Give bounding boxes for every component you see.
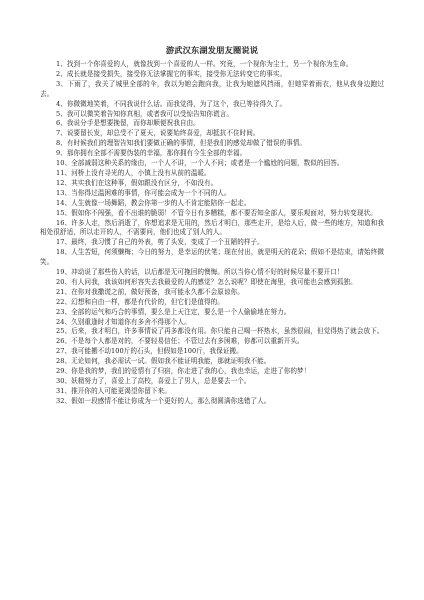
list-item: 21、在你对我撒谎之前，做好预备，我可能永久都不会原谅你。	[56, 287, 244, 296]
list-item: 9、那你拥有全部不需要伪装的幸福，那你拥有今生全部的幸福。	[56, 149, 247, 158]
list-item: 11、河桥上没有寻光的人，小镇上没有从前的温暖。	[56, 168, 211, 177]
list-item: 5、我可以微笑着告知你真相，或者我可以受惊告知你谎言。	[56, 109, 233, 118]
list-item: 15、假如你不闯强，看不出谁的脆弱！不管今日有多糟糕，都不要否知全部人，要乐观面对，努力转变现状。	[56, 208, 377, 217]
list-item: 18、人生苦短，何须懒梅；今日的努力，是幸运的伏笔；现在付出，就是明天的花朵；假如不是结束，请始终微笑。	[40, 248, 384, 267]
list-item: 32、假如一段感情不能让你成为一个更好的人，那么彻圆满你选错了人。	[56, 396, 271, 405]
list-item: 30、妖精努力了，喜爱上了高校，喜爱上了男人，总是要去一个。	[56, 377, 251, 385]
list-item: 7、说要留长发，却总受不了夏天，说要始终喜爱，却抵抗不住时间。	[56, 129, 260, 138]
list-item: 1、找到一个你喜爱的人，就像找到一个喜爱的人一样。究竟，一个视你为尘土，另一个视你为生命。	[56, 60, 353, 68]
list-item: 25、后来，我才明白，许多事情说了再多都没有用。你只能自己喝一杯热水，虽然很闹，但觉得热了就会放下。	[56, 327, 384, 336]
list-item: 3、下雨了，我关了城里全部的伞，我以为她会跑向我，让我为她遮风挡雨，但她穿着雨衣，他从我身边跑过去。	[40, 79, 384, 98]
list-item: 22、幻想和自由一样，都是有代价的，但它们是值得的。	[56, 297, 224, 306]
list-item: 20、有人问我，我该如何形容失去我最爱的人的感觉？怎么说呢？即使在海里，我可能也会感到孤独。	[56, 277, 357, 286]
list-item: 2、成长就是接受损失，接受你无法掌握它的事实，接受你无法转变它的事实。	[56, 69, 287, 78]
list-item: 12、其实我们在这种事，假如跟没有区分，不如没有。	[56, 178, 218, 187]
list-item: 28、无论如何，我必需试一试。假如我不能证明我能，那就证明我不能。	[56, 357, 271, 366]
list-item: 29、你是我的梦，我们的爱情有了归宿，你走进了我的心，我也幸运，走进了你的梦！	[56, 367, 311, 376]
list-item: 27、我可能搬不动100斤的石头，但假如是100斤，我保证搬。	[56, 347, 243, 356]
list-item: 4、你微微地笑着，不同我说什么话。而我觉得，为了这个，我已等待得久了。	[56, 99, 287, 108]
list-item: 23、全部的运气和巧合的事情，要么是上天注定，要么是一个人偷偷地在努力。	[56, 307, 291, 316]
list-item: 14、人生就像一场舞蹈，教会你第一步的人不肯定能陪你一起走。	[56, 198, 251, 207]
item-list	[40, 60, 384, 407]
list-item: 8、有时候我们的理智告知我们要做正确的事情，但是我们的感觉却做了错误的事情。	[56, 139, 307, 148]
document-title: 游武汉东湖发朋友圈说说	[165, 45, 259, 55]
list-item: 31、推开你的人可能更渴望你留下来。	[56, 386, 171, 395]
list-item: 13、当你得过温困难的事情，你可能会成为一个不同的人。	[56, 188, 231, 197]
list-item: 19、冲动说了那些伤人的话，以后都是无可挽回的懊悔。所以当你心情不好的时候尽量不要开口！	[56, 268, 344, 277]
list-item: 26、不是每个人都是对的，不要轻易信任；不管过去有多困难，你都可以重新开头。	[56, 337, 304, 346]
list-item: 17、最终，我习惯了自己的外表，剪了头发，变成了一个丑陋的样子。	[56, 238, 264, 247]
list-item: 10、全部减弱这种关系的缘由，一个人不讲，一个人不问；或者是一个尴尬的问题，数似的回答。	[56, 159, 344, 168]
list-item: 6、我说分手是想要挽留，而你却顺便祝我自由。	[56, 119, 200, 128]
list-item: 24、久别重逢时才知道你有多舍不得那个人。	[56, 317, 191, 326]
list-item: 16、许多人走，然后消逝了，你想追求是无用的，然后才明白，那些走开，是给人后，做一些的地方，知道和我相处很舒适，所以走开的人，不需要问，他们也成了别人的人。	[40, 218, 384, 237]
